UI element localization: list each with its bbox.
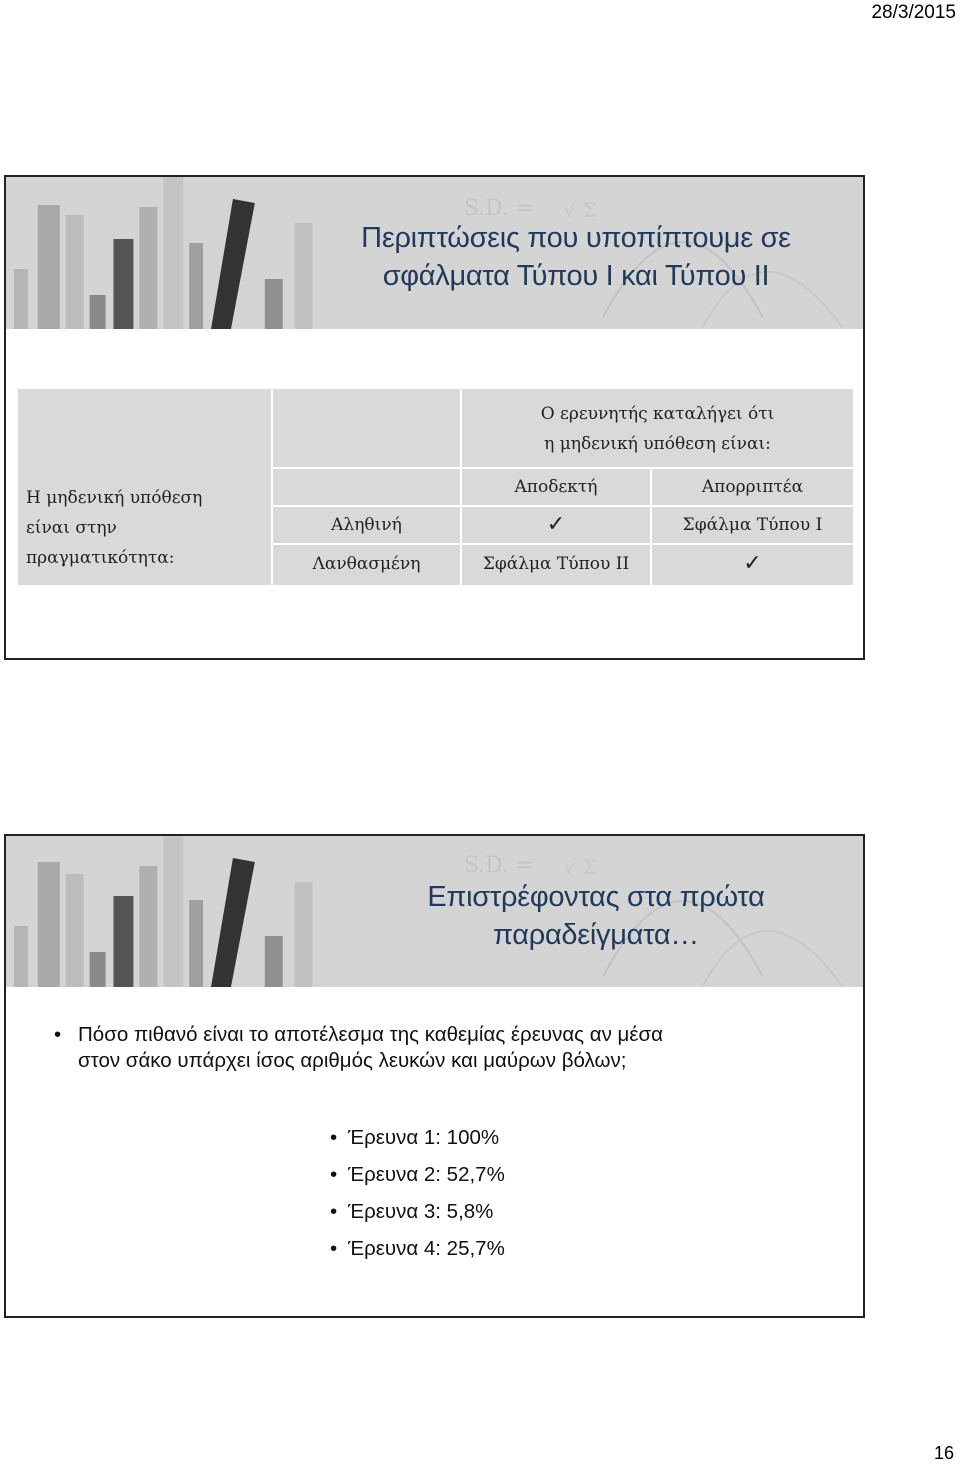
slide-title: Επιστρέφοντας στα πρώτα παραδείγματα… <box>427 881 765 951</box>
column-reject-header: Απορριπτέα <box>701 477 804 497</box>
list-item: • Έρευνα 1: 100% <box>330 1126 500 1149</box>
svg-text:√ Σ: √ Σ <box>563 854 597 880</box>
column-accept-header: Αποδεκτή <box>514 477 598 497</box>
slide-error-types <box>4 175 865 660</box>
false-reject-cell: ✓ <box>743 551 762 576</box>
true-accept-cell: ✓ <box>546 512 566 537</box>
question-line: στον σάκο υπάρχει ίσος αριθμός λευκών και μαύρων βόλων; <box>78 1049 627 1072</box>
row-group-label: Η μηδενική υπόθεση είναι στην πραγματικότητα: <box>26 488 203 568</box>
row-true-label: Αληθινή <box>331 515 402 535</box>
true-reject-cell: Σφάλμα Τύπου Ι <box>682 515 823 535</box>
error-types-table <box>18 389 853 585</box>
svg-text:S.D. =: S.D. = <box>463 852 535 879</box>
slide-title: Περιπτώσεις που υποπίπτουμε σε σφάλματα Τύπου Ι και Τύπου ΙΙ <box>361 222 791 292</box>
page-date: 28/3/2015 <box>871 2 956 23</box>
svg-text:S.D. =: S.D. = <box>463 195 535 222</box>
bullet-dot: • <box>54 1023 62 1046</box>
svg-text:√ Σ: √ Σ <box>563 197 597 223</box>
list-item: • Έρευνα 4: 25,7% <box>330 1237 505 1260</box>
results-list <box>330 1119 505 1267</box>
row-false-label: Λανθασμένη <box>312 554 421 574</box>
question-bullet <box>54 1022 814 1074</box>
table-header: Ο ερευνητής καταλήγει ότι η μηδενική υπόθεση είναι: <box>540 404 775 454</box>
slide-examples-revisited <box>4 834 865 1318</box>
false-accept-cell: Σφάλμα Τύπου ΙΙ <box>482 554 630 574</box>
list-item: • Έρευνα 2: 52,7% <box>330 1163 505 1186</box>
page-number: 16 <box>933 1443 954 1463</box>
question-line: Πόσο πιθανό είναι το αποτέλεσμα της καθεμίας έρευνας αν μέσα <box>78 1023 663 1046</box>
list-item: • Έρευνα 3: 5,8% <box>330 1200 494 1223</box>
